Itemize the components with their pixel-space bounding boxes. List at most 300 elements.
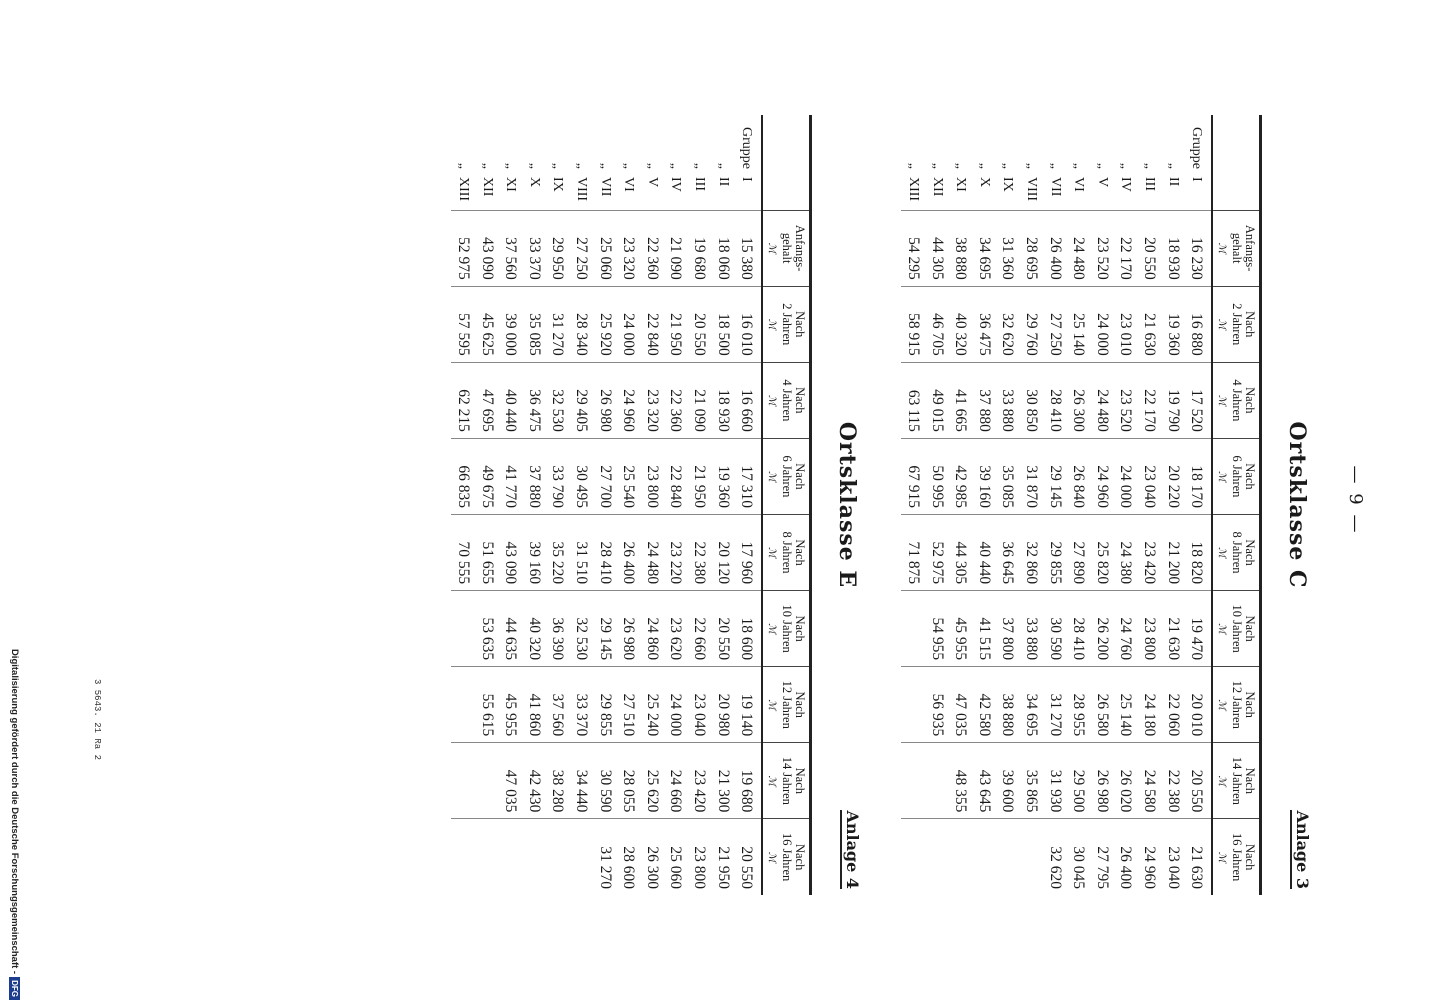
group-label: „ [906,162,922,169]
salary-cell: 27 510 [616,667,640,743]
salary-cell: 21 630 [1161,591,1185,667]
salary-cell: 57 595 [451,286,475,362]
salary-cell: 18 500 [711,286,735,362]
salary-cell: 33 880 [1019,591,1043,667]
salary-cell: 43 645 [972,743,996,819]
table-row [1137,115,1161,895]
salary-cell: 42 430 [522,743,546,819]
salary-cell: 22 840 [664,438,688,514]
salary-cell: 32 620 [996,286,1020,362]
group-roman-numeral: VII [597,177,613,197]
salary-table [901,115,1262,895]
table-body [451,115,762,895]
salary-cell: 25 060 [593,210,617,286]
table-row [498,115,522,895]
salary-cell: 26 580 [1090,667,1114,743]
salary-cell [972,819,996,895]
group-label: „ [479,162,495,169]
ortsklasse-title: Ortsklasse C [1284,421,1310,589]
column-unit: ℳ [766,623,777,634]
column-header-label: Nach 16 Jahren [780,833,807,882]
salary-cell: 19 680 [687,210,711,286]
table-row [996,115,1020,895]
salary-cell: 31 270 [593,819,617,895]
group-roman-numeral: VII [1047,177,1063,197]
group-label: „ [1118,162,1134,169]
table-row [664,115,688,895]
column-header [762,591,811,667]
column-header-label: Nach 10 Jahren [1230,604,1257,653]
salary-cell [451,743,475,819]
salary-cell: 21 090 [664,210,688,286]
salary-cell: 37 560 [546,667,570,743]
salary-cell: 54 295 [901,210,925,286]
salary-cell [451,667,475,743]
salary-cell: 25 140 [1114,667,1138,743]
column-header [1212,819,1261,895]
salary-cell: 44 305 [948,514,972,590]
group-roman-numeral: IV [1118,177,1134,192]
salary-cell: 22 380 [1161,743,1185,819]
salary-cell: 35 085 [996,438,1020,514]
salary-cell: 23 800 [687,819,711,895]
salary-cell: 22 840 [640,286,664,362]
salary-cell: 23 520 [1114,362,1138,438]
salary-cell: 24 580 [1137,743,1161,819]
salary-cell: 71 875 [901,514,925,590]
group-roman-numeral: IX [550,177,566,192]
group-roman-numeral: XI [503,177,519,192]
salary-cell: 34 695 [1019,667,1043,743]
group-label: „ [1142,162,1158,169]
salary-cell: 19 790 [1161,362,1185,438]
table-row [1043,115,1067,895]
group-cell [546,115,570,210]
salary-cell: 23 040 [687,667,711,743]
salary-cell: 37 800 [996,591,1020,667]
salary-cell: 25 620 [640,743,664,819]
salary-cell: 40 440 [972,514,996,590]
table-row [640,115,664,895]
salary-cell: 20 220 [1161,438,1185,514]
table-block-ortsklasse-e [451,115,874,895]
group-label: „ [1047,162,1063,169]
salary-cell: 30 850 [1019,362,1043,438]
column-header-label: Nach 10 Jahren [780,604,807,653]
group-cell [1019,115,1043,210]
group-roman-numeral: IX [1000,177,1016,192]
group-label: „ [597,162,613,169]
salary-cell: 24 000 [664,667,688,743]
column-header-label: Nach 4 Jahren [1230,379,1257,422]
column-unit: ℳ [1216,699,1227,711]
group-cell [1090,115,1114,210]
column-header-label: Nach 6 Jahren [780,455,807,498]
salary-cell: 52 975 [925,514,949,590]
group-cell [451,115,475,210]
salary-cell: 39 160 [522,514,546,590]
salary-cell: 23 420 [1137,514,1161,590]
salary-cell [546,819,570,895]
salary-cell: 24 480 [1090,362,1114,438]
table-header-area [1262,115,1324,895]
salary-cell: 26 400 [1114,819,1138,895]
salary-cell: 39 160 [972,438,996,514]
salary-cell: 19 140 [734,667,762,743]
group-roman-numeral: V [1094,177,1110,188]
group-label: „ [1000,162,1016,169]
table-row [1090,115,1114,895]
column-header-label: Nach 14 Jahren [1230,756,1257,805]
group-roman-numeral: III [692,177,708,191]
salary-cell: 24 760 [1114,591,1138,667]
group-roman-numeral: V [644,177,660,188]
salary-cell: 42 985 [948,438,972,514]
salary-cell: 22 380 [687,514,711,590]
salary-cell: 22 360 [664,362,688,438]
table-row [1114,115,1138,895]
salary-cell: 23 800 [640,438,664,514]
salary-cell: 21 630 [1184,819,1212,895]
table-row [1184,115,1212,895]
group-header-blank [762,115,811,210]
column-unit: ℳ [1216,242,1227,254]
salary-cell: 20 550 [1184,743,1212,819]
salary-cell: 29 950 [546,210,570,286]
salary-cell: 23 040 [1137,438,1161,514]
column-header [1212,591,1261,667]
salary-cell: 55 615 [475,667,499,743]
salary-cell: 41 515 [972,591,996,667]
column-header [762,210,811,286]
salary-cell: 43 090 [475,210,499,286]
salary-cell: 31 510 [569,514,593,590]
column-unit: ℳ [766,242,777,254]
salary-cell: 22 170 [1114,210,1138,286]
salary-cell: 26 400 [616,514,640,590]
anlage-label: Anlage 3 [1290,810,1312,889]
column-unit: ℳ [766,318,777,330]
salary-cell: 37 880 [972,362,996,438]
salary-cell: 29 500 [1066,743,1090,819]
salary-cell: 16 880 [1184,286,1212,362]
table-row [901,115,925,895]
salary-cell: 21 090 [687,362,711,438]
salary-cell [475,743,499,819]
salary-cell: 35 085 [522,286,546,362]
group-roman-numeral: XII [479,177,495,197]
salary-cell: 25 820 [1090,514,1114,590]
salary-cell: 36 645 [996,514,1020,590]
group-label: „ [550,162,566,169]
salary-cell: 23 010 [1114,286,1138,362]
salary-cell: 47 695 [475,362,499,438]
group-label: „ [1165,162,1181,169]
column-header [1212,743,1261,819]
salary-cell: 30 495 [569,438,593,514]
salary-cell: 18 930 [711,362,735,438]
salary-cell: 22 060 [1161,667,1185,743]
salary-cell: 31 270 [546,286,570,362]
group-label: „ [953,162,969,169]
salary-cell: 36 475 [522,362,546,438]
salary-cell: 22 660 [687,591,711,667]
salary-cell [901,819,925,895]
salary-cell: 21 630 [1137,286,1161,362]
salary-cell: 18 060 [711,210,735,286]
salary-cell: 26 980 [616,591,640,667]
group-roman-numeral: X [526,177,542,188]
salary-cell: 19 470 [1184,591,1212,667]
column-unit: ℳ [1216,547,1227,558]
group-cell [687,115,711,210]
column-header [1212,514,1261,590]
column-unit: ℳ [1216,471,1227,482]
page-number: — 9 — [1345,465,1366,535]
salary-cell: 33 790 [546,438,570,514]
salary-cell [522,819,546,895]
salary-cell: 24 380 [1114,514,1138,590]
salary-cell [901,591,925,667]
group-label: „ [929,162,945,169]
group-roman-numeral: XII [929,177,945,197]
salary-cell: 38 880 [996,667,1020,743]
group-cell [972,115,996,210]
salary-cell: 30 590 [593,743,617,819]
salary-cell: 25 060 [664,819,688,895]
salary-cell: 63 115 [901,362,925,438]
table-row [546,115,570,895]
salary-cell: 17 310 [734,438,762,514]
salary-cell: 36 390 [546,591,570,667]
group-roman-numeral: VI [1071,177,1087,192]
salary-cell: 18 930 [1161,210,1185,286]
salary-cell: 27 700 [593,438,617,514]
group-label: „ [574,162,590,169]
salary-cell [996,819,1020,895]
table-block-ortsklasse-c [901,115,1324,895]
table-row [925,115,949,895]
salary-cell: 26 980 [593,362,617,438]
salary-cell: 29 405 [569,362,593,438]
table-row [569,115,593,895]
salary-cell: 34 440 [569,743,593,819]
column-unit: ℳ [1216,394,1227,406]
salary-cell: 23 040 [1161,819,1185,895]
salary-cell: 23 220 [664,514,688,590]
salary-cell: 24 480 [1066,210,1090,286]
group-cell [1161,115,1185,210]
group-cell [593,115,617,210]
group-label: „ [503,162,519,169]
salary-cell: 23 800 [1137,591,1161,667]
salary-cell: 31 270 [1043,667,1067,743]
salary-cell [925,743,949,819]
salary-cell: 45 625 [475,286,499,362]
salary-cell: 24 000 [616,286,640,362]
table-row [1066,115,1090,895]
column-unit: ℳ [766,394,777,406]
group-roman-numeral: II [715,177,731,187]
salary-cell [451,819,475,895]
salary-cell: 25 240 [640,667,664,743]
salary-cell: 26 980 [1090,743,1114,819]
group-cell [1184,115,1212,210]
salary-cell: 24 180 [1137,667,1161,743]
column-header [762,438,811,514]
column-unit: ℳ [766,547,777,558]
column-unit: ℳ [766,699,777,711]
group-label: „ [644,162,660,169]
salary-cell: 66 835 [451,438,475,514]
dfg-footer [9,0,20,1000]
anlage-label: Anlage 4 [840,810,862,889]
column-unit: ℳ [766,775,777,787]
salary-cell: 23 320 [640,362,664,438]
salary-cell: 39 600 [996,743,1020,819]
salary-cell: 47 035 [948,667,972,743]
column-header-label: Nach 6 Jahren [1230,455,1257,498]
column-header [762,514,811,590]
salary-cell: 32 530 [546,362,570,438]
column-header-label: Nach 12 Jahren [1230,680,1257,729]
table-row [475,115,499,895]
salary-cell: 26 300 [1066,362,1090,438]
salary-cell: 20 550 [711,591,735,667]
salary-cell: 17 960 [734,514,762,590]
column-unit: ℳ [1216,318,1227,330]
salary-cell: 38 280 [546,743,570,819]
salary-cell: 26 200 [1090,591,1114,667]
column-header-label: Nach 14 Jahren [780,756,807,805]
salary-cell [901,667,925,743]
salary-cell: 16 230 [1184,210,1212,286]
salary-cell: 28 055 [616,743,640,819]
salary-cell: 29 855 [593,667,617,743]
salary-cell: 18 820 [1184,514,1212,590]
group-roman-numeral: II [1165,177,1181,187]
salary-cell: 24 480 [640,514,664,590]
salary-cell: 45 955 [498,667,522,743]
salary-table [451,115,812,895]
salary-cell: 30 045 [1066,819,1090,895]
group-label: „ [621,162,637,169]
salary-cell: 15 380 [734,210,762,286]
salary-cell: 26 400 [1043,210,1067,286]
group-label: „ [1071,162,1087,169]
group-label: „ [715,162,731,169]
salary-cell: 18 170 [1184,438,1212,514]
salary-cell: 67 915 [901,438,925,514]
salary-cell: 22 170 [1137,362,1161,438]
group-cell [734,115,762,210]
salary-cell: 26 840 [1066,438,1090,514]
salary-cell: 27 250 [569,210,593,286]
salary-cell: 16 660 [734,362,762,438]
salary-cell: 28 955 [1066,667,1090,743]
group-label: „ [1024,162,1040,169]
salary-cell: 26 020 [1114,743,1138,819]
salary-cell: 26 300 [640,819,664,895]
salary-cell: 28 695 [1019,210,1043,286]
salary-cell: 28 410 [593,514,617,590]
salary-cell: 37 560 [498,210,522,286]
table-row [948,115,972,895]
column-header-label: Nach 8 Jahren [780,531,807,574]
column-header [762,743,811,819]
salary-cell: 22 360 [640,210,664,286]
salary-cell: 19 680 [734,743,762,819]
table-row [972,115,996,895]
salary-cell: 50 995 [925,438,949,514]
table-row [522,115,546,895]
group-label: Gruppe [739,127,755,169]
group-roman-numeral: IV [668,177,684,192]
group-cell [948,115,972,210]
salary-cell: 28 340 [569,286,593,362]
group-cell [664,115,688,210]
group-roman-numeral: VIII [1024,177,1040,202]
group-cell [640,115,664,210]
group-roman-numeral: I [739,177,755,182]
group-cell [1137,115,1161,210]
column-unit: ℳ [1216,623,1227,634]
group-roman-numeral: III [1142,177,1158,191]
group-cell [1043,115,1067,210]
column-header [762,667,811,743]
table-body [901,115,1212,895]
salary-cell: 19 360 [1161,286,1185,362]
salary-cell [1019,819,1043,895]
salary-cell: 37 880 [522,438,546,514]
salary-cell: 38 880 [948,210,972,286]
salary-cell: 47 035 [498,743,522,819]
table-row [1161,115,1185,895]
column-unit: ℳ [766,471,777,482]
salary-cell: 25 540 [616,438,640,514]
salary-cell: 17 520 [1184,362,1212,438]
group-roman-numeral: XIII [456,177,472,202]
group-roman-numeral: VIII [574,177,590,202]
salary-cell: 49 015 [925,362,949,438]
salary-cell: 42 580 [972,667,996,743]
salary-cell: 28 600 [616,819,640,895]
group-label: Gruppe [1189,127,1205,169]
salary-cell: 24 660 [664,743,688,819]
salary-cell: 32 860 [1019,514,1043,590]
salary-cell: 20 550 [687,286,711,362]
salary-cell: 70 555 [451,514,475,590]
column-header-label: Anfangs- gehalt [1230,224,1257,272]
group-label: „ [1094,162,1110,169]
salary-cell: 33 370 [569,667,593,743]
group-cell [1066,115,1090,210]
column-header [762,362,811,438]
salary-cell: 18 600 [734,591,762,667]
group-roman-numeral: XI [953,177,969,192]
salary-cell: 21 200 [1161,514,1185,590]
salary-cell: 40 320 [948,286,972,362]
salary-cell: 27 795 [1090,819,1114,895]
column-header [762,286,811,362]
column-header-row [1212,115,1261,895]
dfg-footer-text: Digitalisierung gefördert durch die Deutsche Forschungsgemeinschaft - [9,648,20,975]
salary-cell: 30 590 [1043,591,1067,667]
salary-cell: 21 950 [711,819,735,895]
group-roman-numeral: VI [621,177,637,192]
salary-cell: 28 410 [1043,362,1067,438]
dfg-logo: DFG [9,977,20,1000]
